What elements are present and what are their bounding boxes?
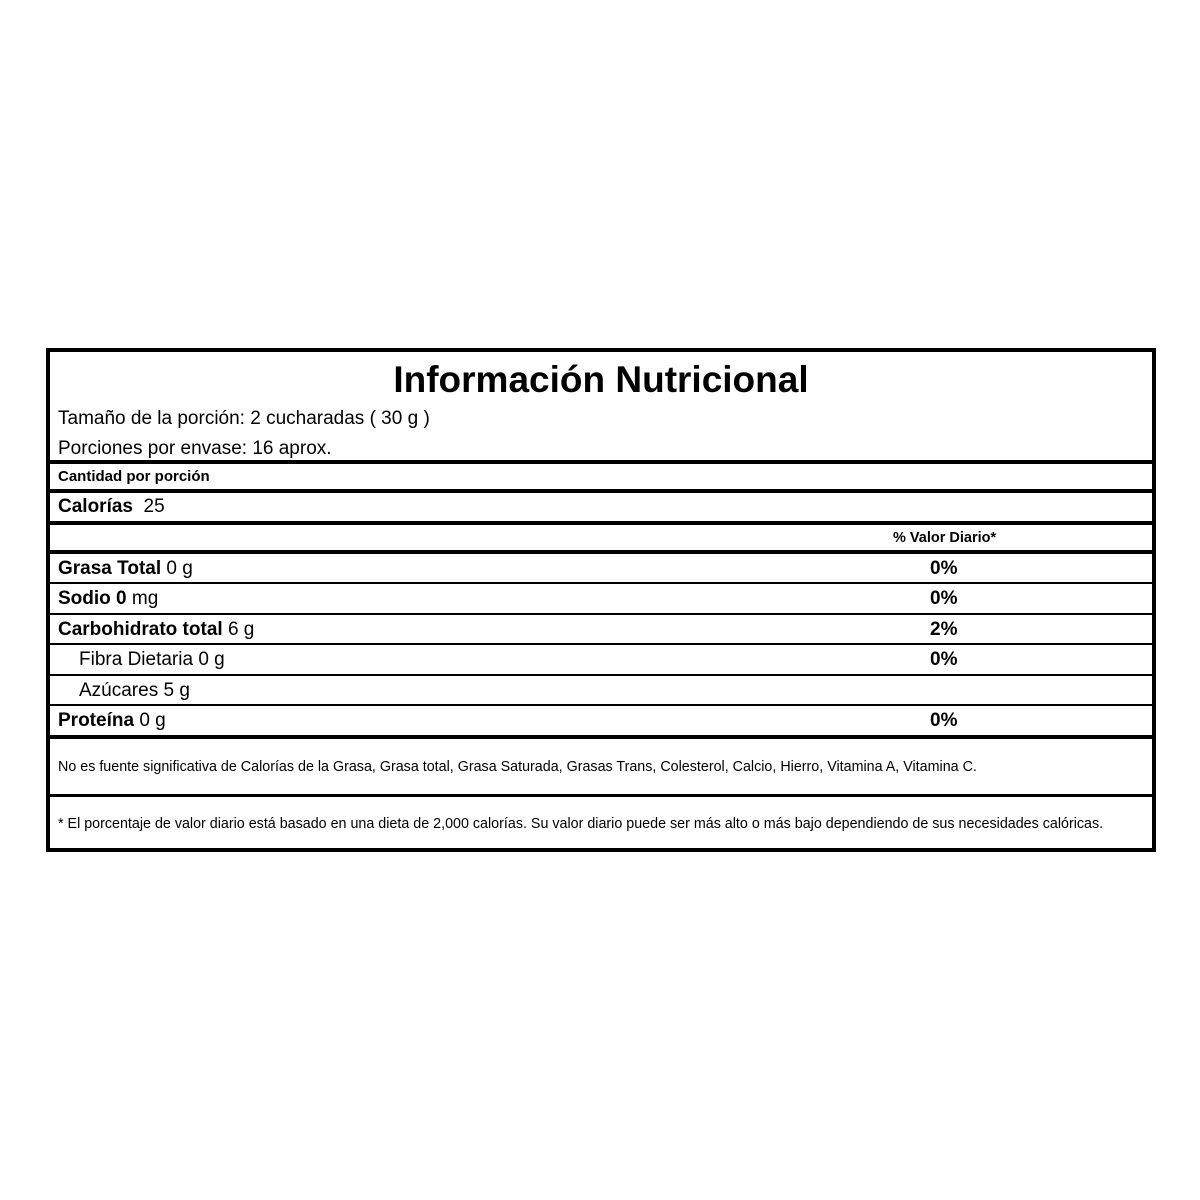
not-significant-note: No es fuente significativa de Calorías de la Grasa, Grasa total, Grasa Saturada, Grasas Trans, Colesterol, Calcio, Hierro, Vitamina A, Vitamina C.	[58, 759, 977, 775]
serving-size: Tamaño de la porción: 2 cucharadas ( 30 g )	[58, 408, 430, 429]
nutrient-row	[50, 554, 1152, 584]
nutrient-row	[50, 645, 1152, 675]
nutrient-daily-value: 0%	[930, 710, 958, 731]
nutrient-name: Azúcares 5 g	[79, 680, 190, 701]
nutrient-amount: 6 g	[227, 619, 255, 640]
nutrient-daily-value: 0%	[930, 558, 958, 579]
calories-row	[50, 493, 1152, 521]
nutrient-daily-value: 2%	[930, 619, 958, 640]
nutrient-name: Grasa Total	[58, 558, 162, 579]
nutrient-name: Proteína	[58, 710, 135, 731]
nutrient-amount: 0 g	[139, 710, 166, 731]
calories-label: Calorías	[58, 496, 133, 517]
nutrient-row	[50, 706, 1152, 736]
daily-value-header-row	[50, 525, 1152, 552]
daily-value-footnote: * El porcentaje de valor diario está basado en una dieta de 2,000 calorías. Su valor diario puede ser más alto o más bajo dependiendo de sus necesidades calóricas.	[58, 816, 1104, 832]
nutrient-row	[50, 615, 1152, 645]
nutrient-row	[50, 676, 1152, 706]
calories-value: 25	[143, 496, 165, 517]
nutrient-name: Carbohidrato total	[58, 619, 223, 640]
nutrient-amount: mg	[131, 588, 159, 609]
nutrient-amount: 0 g	[166, 558, 193, 579]
nutrient-name: Sodio 0	[58, 588, 127, 609]
nutrient-name: Fibra Dietaria 0 g	[79, 649, 225, 670]
nutrient-daily-value: 0%	[930, 649, 958, 670]
amount-per-serving: Cantidad por porción	[58, 468, 210, 485]
nutrient-row	[50, 584, 1152, 614]
nutrition-facts-panel	[46, 348, 1156, 852]
servings-per-container: Porciones por envase: 16 aprox.	[58, 438, 332, 459]
daily-value-header: % Valor Diario*	[893, 530, 997, 546]
label-title: Información Nutricional	[393, 359, 809, 400]
nutrient-daily-value: 0%	[930, 588, 958, 609]
